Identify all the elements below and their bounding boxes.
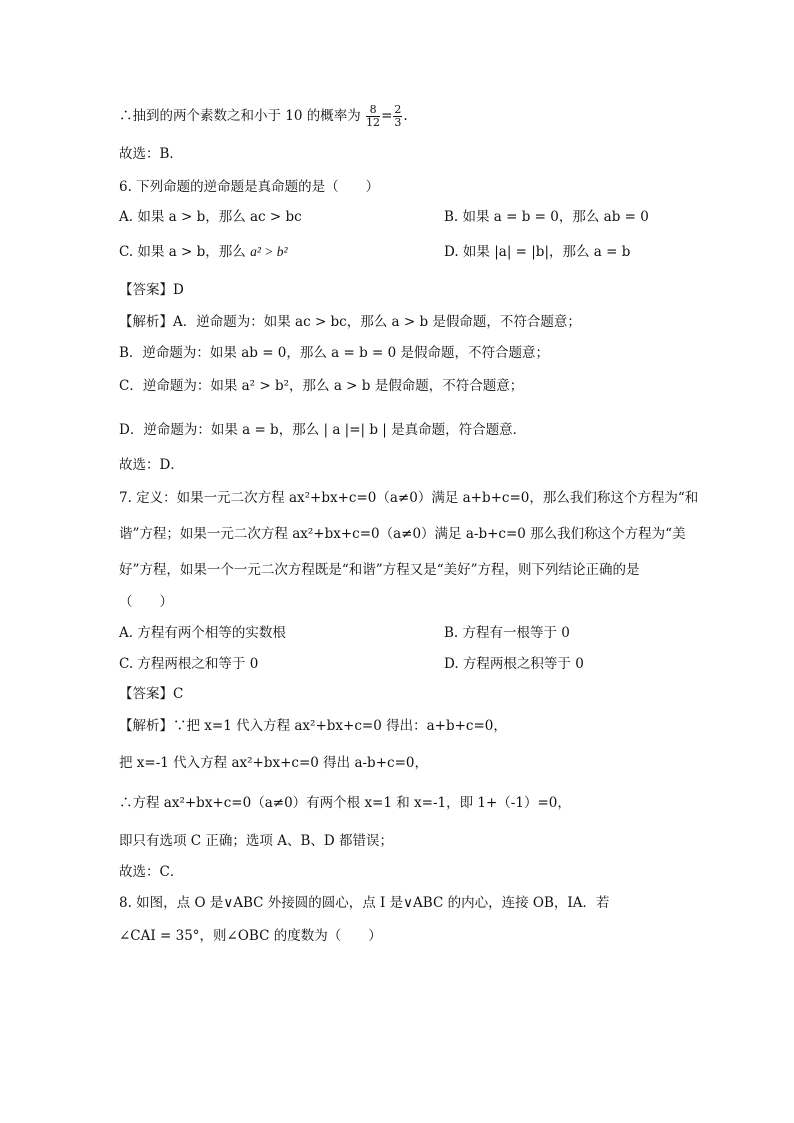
q7-option-a: A. 方程有两个相等的实数根	[119, 625, 286, 641]
question-7-line-4: （ ）	[119, 594, 173, 610]
q6-option-d: D. 如果 |a| = |b|，那么 a = b	[444, 244, 631, 260]
fraction-8-12	[366, 104, 380, 129]
question-7-line-2: 谐”方程；如果一元二次方程 ax²+bx+c=0（a≠0）满足 a-b+c=0 那么我们称这个方程为“美	[119, 526, 686, 542]
q6-explanation-b: B．逆命题为：如果 ab = 0，那么 a = b = 0 是假命题，不符合题意；	[119, 345, 550, 361]
q6-select: 故选：D．	[119, 457, 184, 473]
q6-explanation-d: D．逆命题为：如果 a = b，那么 | a |=| b | 是真命题，符合题意．	[119, 422, 527, 438]
fraction-2-3	[393, 104, 402, 129]
q7-option-c: C. 方程两根之和等于 0	[119, 656, 259, 672]
q7-option-d: D. 方程两根之积等于 0	[444, 656, 584, 672]
q6-option-c-text: C. 如果 a > b，那么	[119, 244, 251, 260]
probability-text: ∴抽到的两个素数之和小于 10 的概率为	[119, 108, 361, 124]
period: .	[403, 108, 408, 124]
q6-option-c	[119, 242, 288, 262]
q6-answer: 【答案】D	[119, 282, 184, 298]
fraction-denominator: 3	[394, 116, 402, 129]
fraction-numerator: 8	[366, 104, 380, 117]
q6-explanation-a: 【解析】A．逆命题为：如果 ac > bc，那么 a > b 是假命题，不符合题意；	[119, 314, 581, 330]
q7-explanation-2: 把 x=-1 代入方程 ax²+bx+c=0 得出 a-b+c=0，	[119, 755, 428, 771]
question-8-line-2: ∠CAI = 35°，则∠OBC 的度数为（ ）	[119, 928, 382, 944]
equals-sign: =	[381, 108, 393, 124]
answer-select-5: 故选：B．	[119, 146, 183, 162]
fraction-denominator: 12	[366, 116, 381, 129]
question-7-line-3: 好”方程，如果一个一元二次方程既是“和谐”方程又是“美好”方程，则下列结论正确的是	[119, 562, 640, 578]
question-7-line-1: 7. 定义：如果一元二次方程 ax²+bx+c=0（a≠0）满足 a+b+c=0，那么我们称这个方程为“和	[119, 490, 699, 506]
q7-explanation-4: 即只有选项 C 正确；选项 A、B、D 都错误；	[119, 833, 393, 849]
fraction-numerator: 2	[394, 103, 402, 116]
q6-option-c-math: a² > b²	[250, 244, 288, 259]
q6-option-b: B. 如果 a = b = 0，那么 ab = 0	[444, 209, 649, 225]
question-8-line-1: 8. 如图，点 O 是∨ABC 外接圆的圆心，点 I 是∨ABC 的内心，连接 OB，IA．若	[119, 895, 610, 911]
q7-option-b: B. 方程有一根等于 0	[444, 625, 570, 641]
q7-select: 故选：C．	[119, 864, 184, 880]
q7-explanation-1: 【解析】∵把 x=1 代入方程 ax²+bx+c=0 得出：a+b+c=0，	[119, 718, 507, 734]
q6-explanation-c: C．逆命题为：如果 a² > b²，那么 a > b 是假命题，不符合题意；	[119, 378, 524, 394]
probability-line	[119, 104, 408, 129]
q6-option-a: A. 如果 a > b，那么 ac > bc	[119, 209, 302, 225]
q7-explanation-3: ∴方程 ax²+bx+c=0（a≠0）有两个根 x=1 和 x=-1，即 1+（-1）=0，	[119, 795, 571, 811]
question-6-stem: 6. 下列命题的逆命题是真命题的是（ ）	[119, 179, 380, 195]
q7-answer: 【答案】C	[119, 686, 184, 702]
